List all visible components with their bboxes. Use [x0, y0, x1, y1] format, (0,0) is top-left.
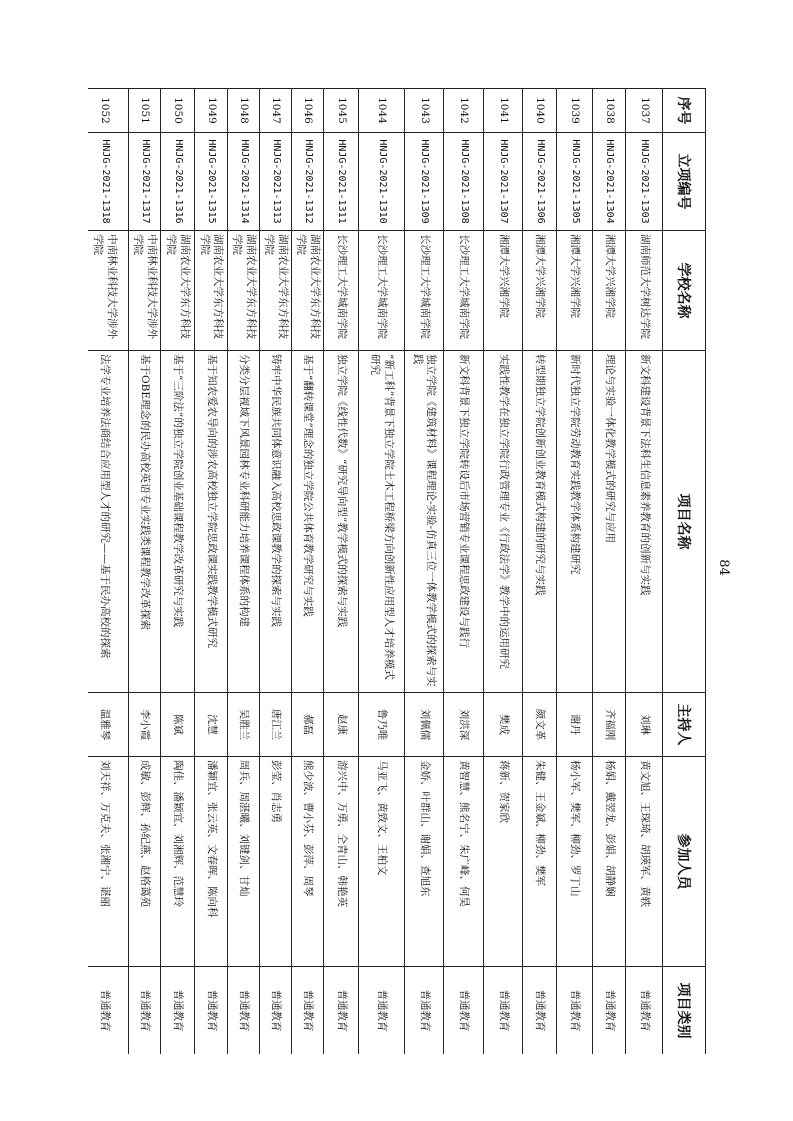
cell-id: HNJG-2021-1315 [195, 133, 228, 231]
table-row [161, 89, 195, 1055]
cell-school: 长沙理工大学城南学院 [405, 231, 444, 351]
table-container [88, 88, 706, 1054]
cell-project: 法学专业培养法商结合应用型人才的研究——基于民办高校的探索 [88, 351, 129, 693]
cell-leader: 刘洪深 [444, 693, 484, 757]
cell-no: 1042 [444, 89, 484, 133]
cell-project: 新时代独立学院劳动教育实践教学体系构建研究 [557, 351, 593, 693]
table-row [557, 89, 593, 1055]
cell-type: 普通教育 [161, 967, 195, 1055]
cell-no: 1050 [161, 89, 195, 133]
header-id: 立项编号 [663, 133, 706, 231]
cell-school: 中南林业科技大学涉外学院 [129, 231, 161, 351]
cell-school: 湖南农业大学东方科技学院 [292, 231, 324, 351]
cell-no: 1039 [557, 89, 593, 133]
cell-leader: 温雅琴 [88, 693, 129, 757]
table-row [359, 89, 405, 1055]
header-no: 序号 [663, 89, 706, 133]
rotated-page [88, 88, 706, 1054]
cell-type: 普通教育 [484, 967, 523, 1055]
cell-members: 蒋新、贺家欣 [484, 757, 523, 967]
cell-school: 湖南农业大学东方科技学院 [161, 231, 195, 351]
cell-type: 普通教育 [523, 967, 557, 1055]
cell-leader: 陈斌 [161, 693, 195, 757]
cell-school: 湖南农业大学东方科技学院 [228, 231, 260, 351]
cell-id: HNJG-2021-1303 [626, 133, 663, 231]
table-row [88, 89, 129, 1055]
cell-id: HNJG-2021-1310 [359, 133, 405, 231]
cell-no: 1048 [228, 89, 260, 133]
cell-leader: 吴胜兰 [228, 693, 260, 757]
cell-type: 普通教育 [129, 967, 161, 1055]
cell-id: HNJG-2021-1308 [444, 133, 484, 231]
cell-no: 1040 [523, 89, 557, 133]
table-row [324, 89, 359, 1055]
cell-project: 基于知农爱农导向的涉农高校独立学院思政课实践教学模式研究 [195, 351, 228, 693]
cell-school: 湖南农业大学东方科技学院 [260, 231, 292, 351]
cell-type: 普通教育 [228, 967, 260, 1055]
cell-leader: 沈慧 [195, 693, 228, 757]
cell-type: 普通教育 [88, 967, 129, 1055]
header-type: 项目类别 [663, 967, 706, 1055]
cell-leader: 唐江兰 [260, 693, 292, 757]
table-row [292, 89, 324, 1055]
table-row [593, 89, 626, 1055]
cell-type: 普通教育 [405, 967, 444, 1055]
cell-leader: 鲁乃唯 [359, 693, 405, 757]
cell-no: 1037 [626, 89, 663, 133]
cell-school: 湘潭大学兴湘学院 [484, 231, 523, 351]
cell-school: 湘潭大学兴湘学院 [593, 231, 626, 351]
page-number: 84 [715, 559, 731, 576]
cell-no: 1049 [195, 89, 228, 133]
table-row [626, 89, 663, 1055]
cell-members: 朱健、王金斌、柳劲、樊军 [523, 757, 557, 967]
cell-members: 成敏、彭辉、孙纪燕、赵格蔼苑 [129, 757, 161, 967]
cell-leader: 郝磊 [292, 693, 324, 757]
cell-type: 普通教育 [444, 967, 484, 1055]
cell-leader: 刘琳 [626, 693, 663, 757]
cell-id: HNJG-2021-1318 [88, 133, 129, 231]
cell-project: 基于OBE理念的民办高校英语专业实践类课程教学改革探索 [129, 351, 161, 693]
cell-project: 新文科背景下独立学院转设后市场营销专业课程思政建设与践行 [444, 351, 484, 693]
cell-type: 普通教育 [626, 967, 663, 1055]
cell-id: HNJG-2021-1314 [228, 133, 260, 231]
table-header [663, 89, 706, 1055]
cell-members: 彭莹、肖志勇 [260, 757, 292, 967]
cell-type: 普通教育 [359, 967, 405, 1055]
cell-type: 普通教育 [195, 967, 228, 1055]
cell-project: 转型期独立学院创新创业教育模式构建的研究与实践 [523, 351, 557, 693]
table-body [88, 89, 663, 1055]
table-row [523, 89, 557, 1055]
cell-project: 分类分层视域下风景园林专业科研能力培养课程体系的构建 [228, 351, 260, 693]
cell-id: HNJG-2021-1313 [260, 133, 292, 231]
cell-project: 铸牢中华民族共同体意识融入高校思政课教学的探索与实践 [260, 351, 292, 693]
header-members: 参加人员 [663, 757, 706, 967]
cell-no: 1047 [260, 89, 292, 133]
cell-type: 普通教育 [292, 967, 324, 1055]
cell-id: HNJG-2021-1317 [129, 133, 161, 231]
cell-project: 独立学院《线性代数》“研究导向型”教学模式的探索与实践 [324, 351, 359, 693]
table-row [405, 89, 444, 1055]
cell-members: 陶佳、潘颖宜、刘湘辉、范慧玲 [161, 757, 195, 967]
cell-school: 中南林业科技大学涉外学院 [88, 231, 129, 351]
cell-members: 杨娟、戴翌龙、彭娟、胡静娴 [593, 757, 626, 967]
cell-project: “新工科”背景下独立学院土木工程桥梁方向创新性应用型人才培养模式研究 [359, 351, 405, 693]
cell-id: HNJG-2021-1307 [484, 133, 523, 231]
cell-school: 长沙理工大学城南学院 [444, 231, 484, 351]
cell-type: 普通教育 [324, 967, 359, 1055]
cell-school: 湘潭大学兴湘学院 [557, 231, 593, 351]
cell-members: 马亚飞、黄致文、王柏文 [359, 757, 405, 967]
table-row [260, 89, 292, 1055]
table-row [129, 89, 161, 1055]
cell-members: 刘天祥、万克夫、张湘宁、谌丽 [88, 757, 129, 967]
cell-school: 长沙理工大学城南学院 [324, 231, 359, 351]
header-project: 项目名称 [663, 351, 706, 693]
cell-members: 周兵、周湛曦、刘键剑、甘灿 [228, 757, 260, 967]
cell-id: HNJG-2021-1304 [593, 133, 626, 231]
cell-id: HNJG-2021-1309 [405, 133, 444, 231]
cell-id: HNJG-2021-1305 [557, 133, 593, 231]
table-row [484, 89, 523, 1055]
cell-school: 长沙理工大学城南学院 [359, 231, 405, 351]
cell-school: 湖南师范大学树达学院 [626, 231, 663, 351]
cell-project: 独立学院《建筑材料》课程理论-实验-仿真三位一体教学模式的探索与实践 [405, 351, 444, 693]
cell-project: 理论与实验一体化教学模式的研究与应用 [593, 351, 626, 693]
cell-project: 实践性教学在独立学院行政管理专业《行政法学》教学中的运用研究 [484, 351, 523, 693]
cell-leader: 齐福刚 [593, 693, 626, 757]
table-row [228, 89, 260, 1055]
cell-leader: 刘佩儒 [405, 693, 444, 757]
cell-leader: 颜文革 [523, 693, 557, 757]
table-row [195, 89, 228, 1055]
cell-no: 1051 [129, 89, 161, 133]
cell-project: 基于“翻转课堂”理念的独立学院公共体育教学研究与实践 [292, 351, 324, 693]
cell-school: 湘潭大学兴湘学院 [523, 231, 557, 351]
cell-members: 游兴中、万勇、仝青山、韩艳英 [324, 757, 359, 967]
cell-no: 1043 [405, 89, 444, 133]
cell-id: HNJG-2021-1311 [324, 133, 359, 231]
cell-no: 1045 [324, 89, 359, 133]
cell-members: 熊少波、曹小芬、彭萍、周琴 [292, 757, 324, 967]
cell-members: 黄智慧、熊名宁、朱广峰、何昊 [444, 757, 484, 967]
cell-members: 金娇、叶群山、谢娟、查旭东 [405, 757, 444, 967]
cell-no: 1041 [484, 89, 523, 133]
cell-leader: 赵康 [324, 693, 359, 757]
table-row [444, 89, 484, 1055]
cell-no: 1052 [88, 89, 129, 133]
cell-members: 潘颖宜、张云英、文春晖、陈向科 [195, 757, 228, 967]
cell-project: 新文科建设背景下法科生信息素养教育的创新与实践 [626, 351, 663, 693]
cell-type: 普通教育 [260, 967, 292, 1055]
cell-leader: 李小霞 [129, 693, 161, 757]
cell-id: HNJG-2021-1306 [523, 133, 557, 231]
cell-type: 普通教育 [593, 967, 626, 1055]
cell-id: HNJG-2021-1312 [292, 133, 324, 231]
cell-leader: 樊成 [484, 693, 523, 757]
header-leader: 主持人 [663, 693, 706, 757]
cell-type: 普通教育 [557, 967, 593, 1055]
cell-leader: 谢丹 [557, 693, 593, 757]
project-table [88, 88, 706, 1054]
cell-school: 湖南农业大学东方科技学院 [195, 231, 228, 351]
cell-id: HNJG-2021-1316 [161, 133, 195, 231]
cell-members: 黄文旭、王琛琦、胡瑛军、黄轶 [626, 757, 663, 967]
cell-no: 1044 [359, 89, 405, 133]
cell-members: 杨小军、樊军、柳劲、罗丁山 [557, 757, 593, 967]
cell-no: 1038 [593, 89, 626, 133]
cell-project: 基于“三阶法”的独立学院创业基础课程教学改革研究与实践 [161, 351, 195, 693]
cell-no: 1046 [292, 89, 324, 133]
header-school: 学校名称 [663, 231, 706, 351]
